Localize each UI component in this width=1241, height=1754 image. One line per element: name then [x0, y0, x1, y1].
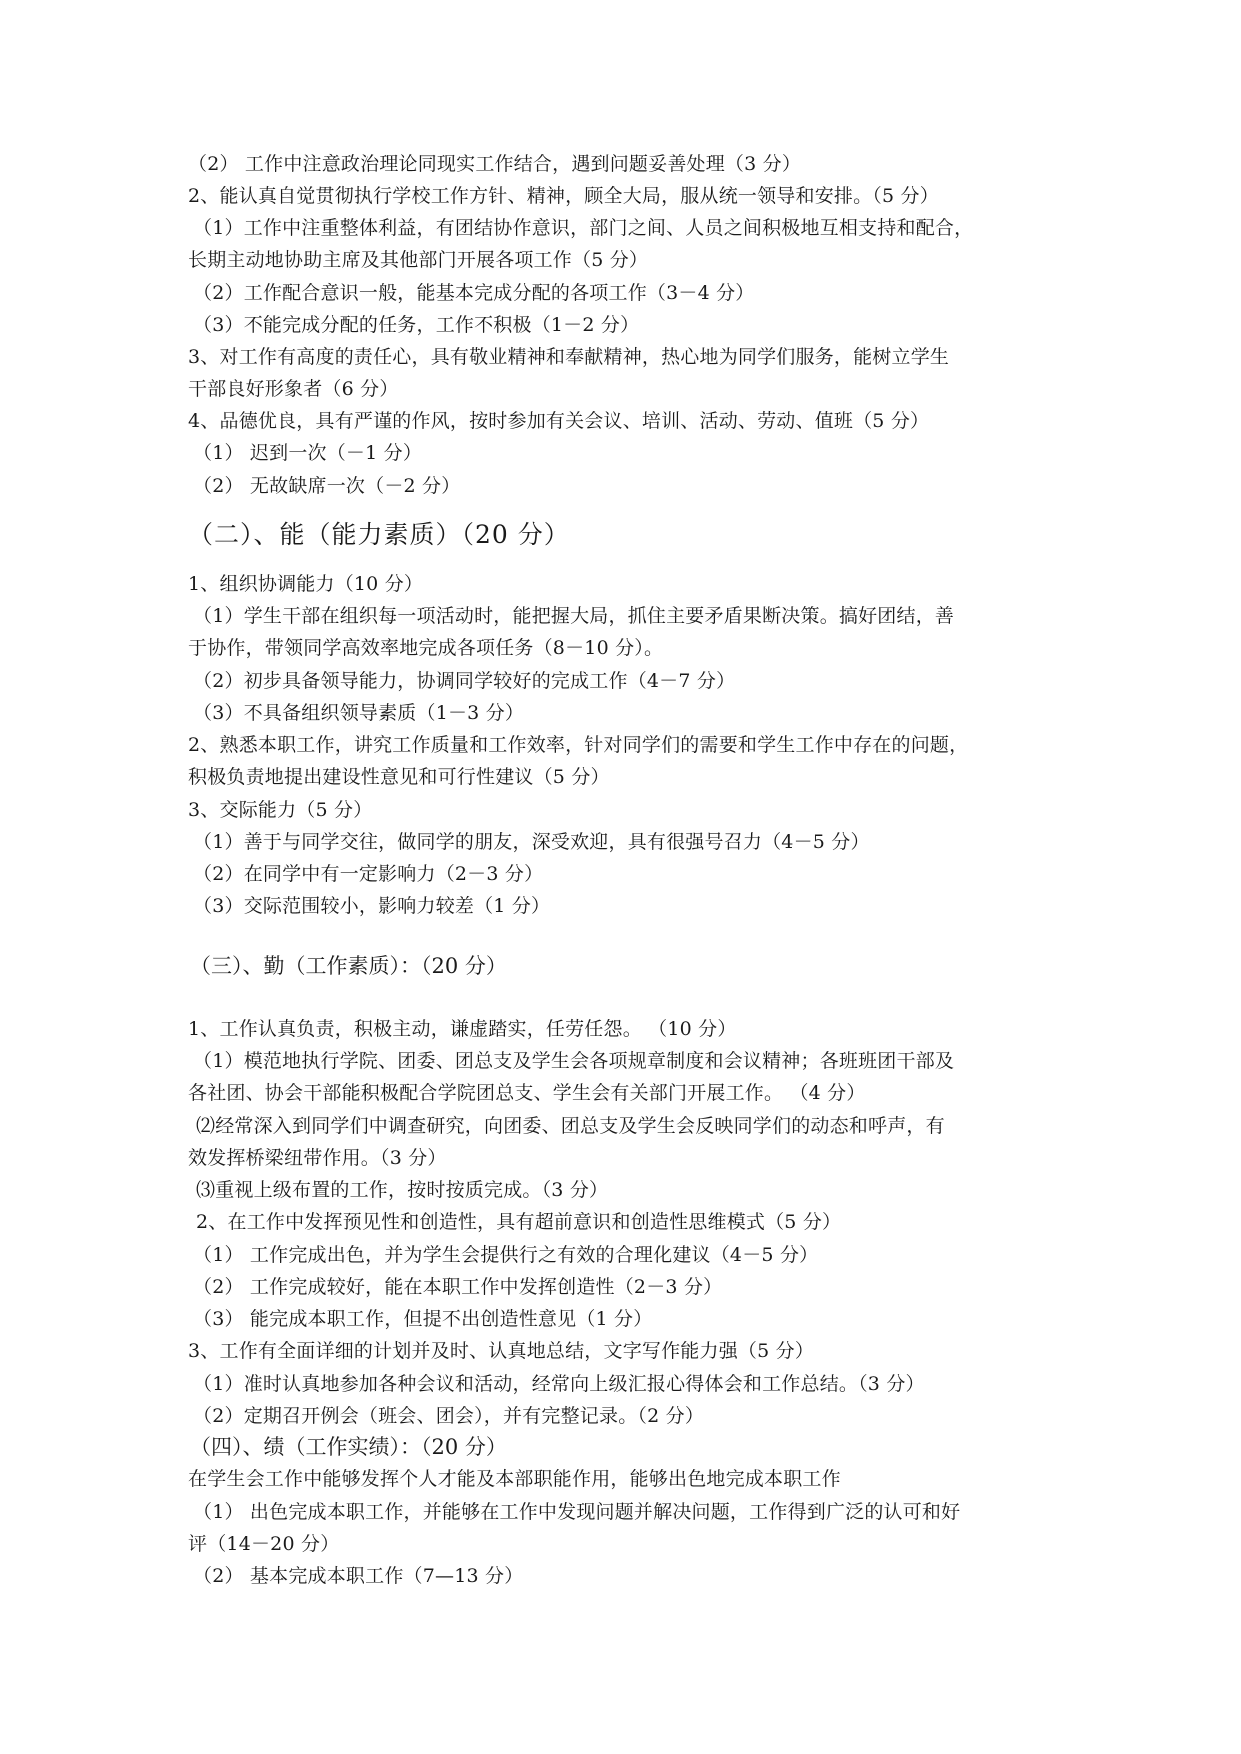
text-line: 干部良好形象者（6 分）: [188, 378, 399, 400]
text-line: 于协作，带领同学高效率地完成各项任务（8－10 分）。: [188, 637, 664, 659]
text-line: 3、对工作有高度的责任心，具有敬业精神和奉献精神，热心地为同学们服务，能树立学生: [188, 346, 950, 368]
text-line: 效发挥桥梁纽带作用。（3 分）: [188, 1147, 447, 1169]
text-line: 3、交际能力（5 分）: [188, 799, 373, 821]
text-line: （3）不能完成分配的任务，工作不积极（1－2 分）: [193, 314, 640, 336]
text-line: （1）学生干部在组织每一项活动时，能把握大局，抓住主要矛盾果断决策。搞好团结，善: [193, 605, 955, 627]
text-line: 2、在工作中发挥预见性和创造性，具有超前意识和创造性思维模式（5 分）: [196, 1211, 842, 1233]
text-line: 1、工作认真负责，积极主动，谦虚踏实，任劳任怨。 （10 分）: [188, 1018, 737, 1040]
text-line: 在学生会工作中能够发挥个人才能及本部职能作用，能够出色地完成本职工作: [188, 1468, 841, 1490]
text-line: （2）定期召开例会（班会、团会），并有完整记录。（2 分）: [193, 1405, 705, 1427]
text-line: （2） 工作完成较好，能在本职工作中发挥创造性（2－3 分）: [193, 1276, 723, 1298]
text-line: （3） 能完成本职工作，但提不出创造性意见（1 分）: [193, 1308, 653, 1330]
text-line: 1、组织协调能力（10 分）: [188, 573, 424, 595]
text-line: （1）工作中注重整体利益，有团结协作意识，部门之间、人员之间积极地互相支持和配合，: [193, 217, 974, 239]
text-line: （2） 工作中注意政治理论同现实工作结合，遇到问题妥善处理（3 分）: [188, 153, 802, 175]
text-line: （3）交际范围较小，影响力较差（1 分）: [193, 895, 551, 917]
text-line: 2、熟悉本职工作，讲究工作质量和工作效率，针对同学们的需要和学生工作中存在的问题，: [188, 734, 969, 756]
text-line: 4、品德优良，具有严谨的作风，按时参加有关会议、培训、活动、劳动、值班（5 分）: [188, 410, 930, 432]
section-heading: （四）、绩（工作实绩）：（20 分）: [190, 1435, 507, 1459]
text-line: ⑶重视上级布置的工作，按时按质完成。（3 分）: [196, 1179, 609, 1201]
text-line: （1）善于与同学交往，做同学的朋友，深受欢迎，具有很强号召力（4－5 分）: [193, 831, 870, 853]
text-line: （2）工作配合意识一般，能基本完成分配的各项工作（3－4 分）: [193, 282, 755, 304]
text-line: （2） 基本完成本职工作（7—13 分）: [193, 1565, 524, 1587]
text-line: 2、能认真自觉贯彻执行学校工作方针、精神，顾全大局，服从统一领导和安排。（5 分）: [188, 185, 939, 207]
text-line: （2）初步具备领导能力，协调同学较好的完成工作（4－7 分）: [193, 670, 736, 692]
text-line: （1）准时认真地参加各种会议和活动，经常向上级汇报心得体会和工作总结。（3 分）: [193, 1373, 925, 1395]
text-line: ⑵经常深入到同学们中调查研究，向团委、团总支及学生会反映同学们的动态和呼声，有: [196, 1115, 945, 1137]
text-line: 各社团、协会干部能积极配合学院团总支、学生会有关部门开展工作。 （4 分）: [188, 1082, 866, 1104]
text-line: 长期主动地协助主席及其他部门开展各项工作（5 分）: [188, 249, 649, 271]
text-line: （1） 迟到一次（－1 分）: [193, 442, 423, 464]
text-line: （2） 无故缺席一次（－2 分）: [193, 475, 461, 497]
text-line: （1） 工作完成出色，并为学生会提供行之有效的合理化建议（4－5 分）: [193, 1244, 819, 1266]
text-line: 积极负责地提出建设性意见和可行性建议（5 分）: [188, 766, 610, 788]
text-line: （1）模范地执行学院、团委、团总支及学生会各项规章制度和会议精神；各班班团干部及: [193, 1050, 955, 1072]
text-line: 3、工作有全面详细的计划并及时、认真地总结，文字写作能力强（5 分）: [188, 1340, 815, 1362]
text-line: 评（14－20 分）: [188, 1533, 340, 1555]
text-line: （3）不具备组织领导素质（1－3 分）: [193, 702, 525, 724]
text-line: （2）在同学中有一定影响力（2－3 分）: [193, 863, 544, 885]
section-heading: （三）、勤（工作素质）：（20 分）: [190, 954, 507, 978]
section-heading: （二）、能（能力素质）（20 分）: [188, 520, 570, 549]
text-line: （1） 出色完成本职工作，并能够在工作中发现问题并解决问题，工作得到广泛的认可和好: [193, 1501, 961, 1523]
